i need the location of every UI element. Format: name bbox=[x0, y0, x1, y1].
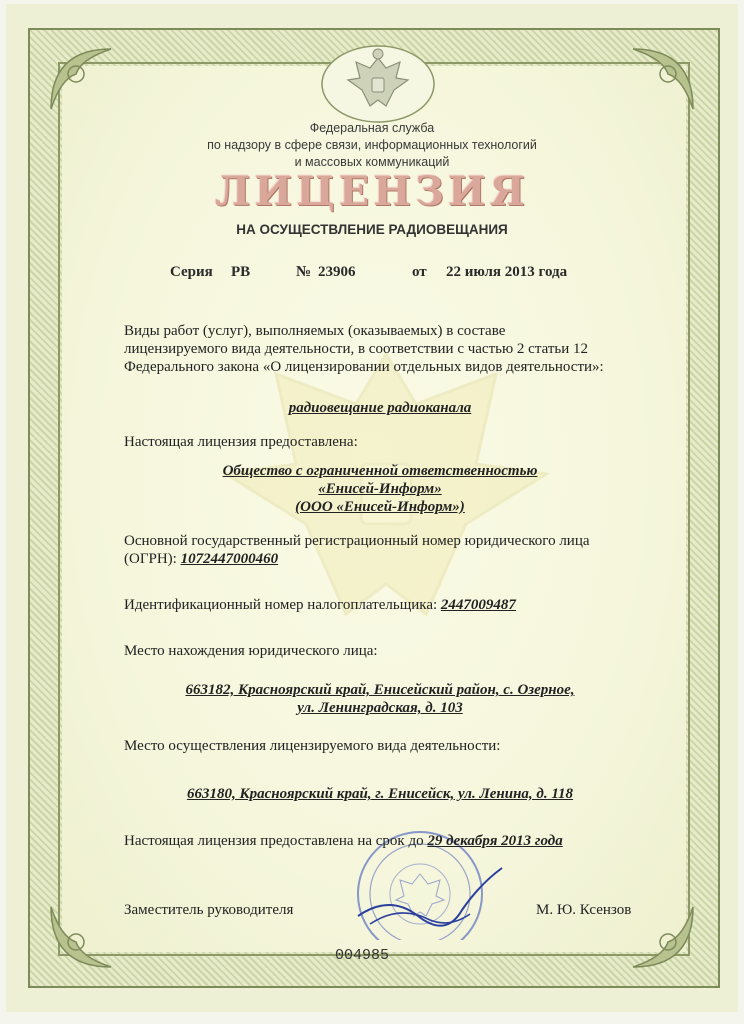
ogrn-label: (ОГРН): bbox=[124, 551, 177, 567]
activity-address-row bbox=[124, 785, 636, 803]
inn-label: Идентификационный номер налогоплательщика: bbox=[124, 597, 438, 613]
location-label: Место нахождения юридического лица: bbox=[124, 643, 378, 659]
text-line: лицензируемого вида деятельности, в соответствии с частью 2 статьи 12 bbox=[124, 341, 589, 357]
signer-name: М. Ю. Ксензов bbox=[536, 902, 632, 918]
date-label: от bbox=[412, 264, 427, 280]
ogrn-row bbox=[124, 550, 636, 568]
activity-label: Место осуществления лицензируемого вида деятельности: bbox=[124, 738, 501, 754]
ogrn-value: 1072447000460 bbox=[180, 551, 279, 567]
signer-position: Заместитель руководителя bbox=[124, 902, 294, 918]
series-label: Серия bbox=[170, 264, 213, 280]
works-paragraph bbox=[124, 322, 636, 376]
activity-address: 663180, Красноярский край, г. Енисейск, ул. Ленина, д. 118 bbox=[186, 786, 574, 802]
org-line: (ООО «Енисей-Информ») bbox=[295, 499, 465, 515]
organization-name bbox=[124, 462, 636, 516]
text-line: Виды работ (услуг), выполняемых (оказываемых) в составе bbox=[124, 323, 506, 339]
org-line: Общество с ограниченной ответственностью bbox=[222, 463, 538, 479]
number-value: 23906 bbox=[318, 264, 356, 280]
series-value: РВ bbox=[231, 264, 251, 280]
number-label: № bbox=[296, 264, 312, 280]
agency-line: и массовых коммуникаций bbox=[294, 155, 450, 169]
agency-line: Федеральная служба bbox=[309, 121, 435, 135]
document-title: ЛИЦЕНЗИЯ bbox=[214, 168, 529, 215]
date-value: 22 июля 2013 года bbox=[446, 264, 568, 280]
corner-ornament-icon bbox=[628, 44, 698, 114]
inn-value: 2447009487 bbox=[440, 597, 516, 613]
coat-of-arms-icon bbox=[318, 40, 438, 124]
address-line: ул. Ленинградская, д. 103 bbox=[297, 700, 463, 716]
term-value: 29 декабря 2013 года bbox=[427, 833, 563, 849]
ogrn-paragraph bbox=[124, 532, 636, 568]
agency-line: по надзору в сфере связи, информационных технологий bbox=[207, 138, 537, 152]
text-line: Основной государственный регистрационный номер юридического лица bbox=[124, 533, 590, 549]
document-subtitle: НА ОСУЩЕСТВЛЕНИЕ РАДИОВЕЩАНИЯ bbox=[236, 222, 508, 237]
location-address bbox=[124, 681, 636, 717]
term-row bbox=[124, 832, 636, 850]
corner-ornament-icon bbox=[46, 44, 116, 114]
corner-ornament-icon bbox=[46, 902, 116, 972]
inn-row bbox=[124, 596, 636, 614]
corner-ornament-icon bbox=[628, 902, 698, 972]
works-value: радиовещание радиоканала bbox=[288, 400, 472, 416]
text-line: Федерального закона «О лицензировании отдельных видов деятельности»: bbox=[124, 359, 604, 375]
issuing-agency bbox=[180, 120, 564, 171]
granted-label: Настоящая лицензия предоставлена: bbox=[124, 434, 358, 450]
term-label: Настоящая лицензия предоставлена на срок до bbox=[124, 833, 424, 849]
works-value-row bbox=[124, 399, 636, 417]
address-line: 663182, Красноярский край, Енисейский район, с. Озерное, bbox=[185, 682, 575, 698]
org-line: «Енисей-Информ» bbox=[318, 481, 442, 497]
serial-number: 004985 bbox=[334, 947, 389, 964]
